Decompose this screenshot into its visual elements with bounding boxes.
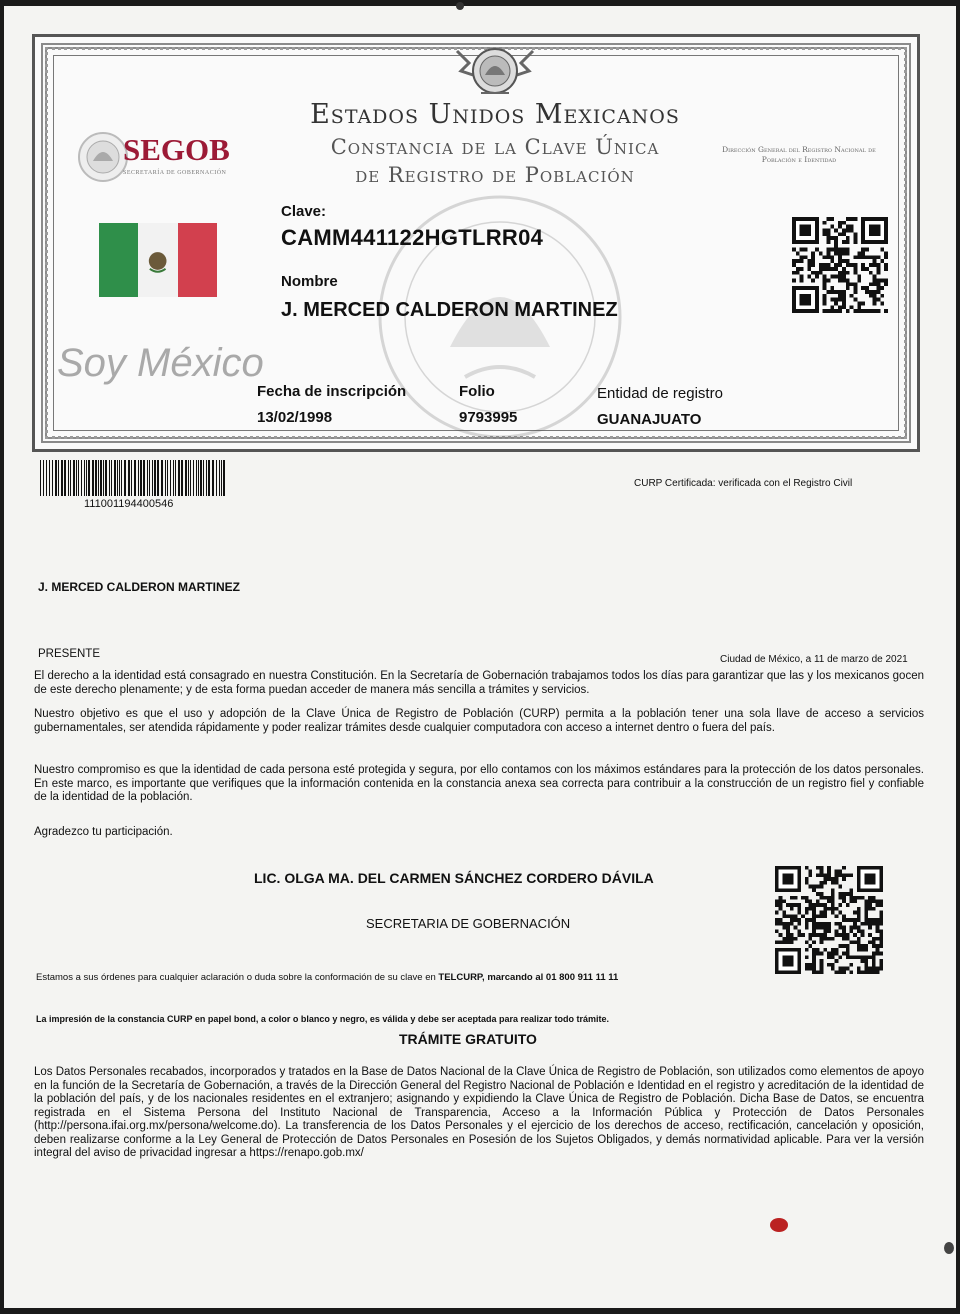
tramite-gratuito: TRÁMITE GRATUITO — [399, 1031, 537, 1047]
fecha-label: Fecha de inscripción — [257, 383, 407, 400]
nombre-label: Nombre — [281, 273, 338, 290]
entidad-value: GUANAJUATO — [597, 411, 702, 428]
document-page — [4, 6, 956, 1308]
contact-phone: TELCURP, marcando al 01 800 911 11 11 — [438, 972, 619, 983]
soy-mexico-slogan: Soy México — [57, 341, 264, 385]
clave-value: CAMM441122HGTLRR04 — [281, 225, 544, 250]
entidad-label: Entidad de registro — [597, 385, 723, 402]
clave-label: Clave: — [281, 203, 327, 220]
qr-code-icon — [792, 217, 888, 313]
paragraph-identity: El derecho a la identidad está consagrado en nuestra Constitución. En la Secretaría de Gobernación trabajamos todos los días para garantizar que las y los mexicanos gocen de este derecho plenamente; y de esta forma puedan acceder de manera más sencilla a trámites y servicios. — [34, 670, 924, 696]
mexican-flag — [99, 223, 217, 297]
qr-code-icon — [775, 866, 883, 974]
presente-label: PRESENTE — [38, 648, 100, 660]
fecha-value: 13/02/1998 — [257, 409, 333, 426]
signer-name: LIC. OLGA MA. DEL CARMEN SÁNCHEZ CORDERO DÁVILA — [254, 870, 654, 886]
privacy-notice: Los Datos Personales recabados, incorporados y tratados en la Base de Datos Nacional de la Clave Única de Registro de Población, son utilizados como elementos de apoyo en la función de la Secretaría de Gobernación, a través de la Dirección General del Registro Nacional de Población e Identidad en el registro y acreditación de la identidad de la población del país, y de los nacionales residentes en el extranjero; asignando y expidiendo la Clave Única de Registro de Población. Dicha Base de Datos, se encuentra registrada en el Sistema Persona del Instituto Nacional de Transparencia, Acceso a la Información Pública y Protección de Datos Personales (http://persona.ifai.org.mx/persona/welcome.do). La transferencia de los Datos Personales y el ejercicio de los derechos de acceso, rectificación, cancelación y oposición, deben realizarse conforme a la Ley General de Protección de Datos Personales en Posesión de los Sujetos Obligados, y demás normatividad aplicable. Para ver la versión integral del aviso de privacidad ingresar a https://renapo.gob.mx/ — [34, 1066, 924, 1159]
nombre-value: J. MERCED CALDERON MARTINEZ — [281, 299, 618, 321]
curp-certified-note: CURP Certificada: verificada con el Registro Civil — [634, 478, 853, 489]
thanks-line: Agradezco tu participación. — [34, 826, 173, 838]
direction-label: Dirección General del Registro Nacional de Población e Identidad — [722, 145, 876, 164]
segob-logo-text: SEGOB — [123, 132, 230, 167]
coat-of-arms-icon — [455, 41, 535, 105]
folio-value: 9793995 — [459, 409, 518, 426]
punch-hole-bottom — [770, 1218, 788, 1232]
segob-subtitle: SECRETARÍA DE GOBERNACIÓN — [123, 170, 227, 176]
paragraph-commitment: Nuestro compromiso es que la identidad de cada persona esté protegida y segura, por ello contamos con los máximos estándares para la protección de los datos personales. En este marco, es importante que verifiques que la información contenida en la constancia anexa sea correcta para contribuir a la construcción de un registro fiel y confiable de la identidad de la población. — [34, 764, 924, 803]
addressee-name: J. MERCED CALDERON MARTINEZ — [38, 580, 241, 594]
contact-prefix: Estamos a sus órdenes para cualquier aclaración o duda sobre la conformación de su clave en — [36, 972, 439, 983]
signer-title: SECRETARIA DE GOBERNACIÓN — [366, 916, 571, 931]
punch-hole-corner — [944, 1242, 954, 1254]
paragraph-objective: Nuestro objetivo es que el uso y adopción de la Clave Única de Registro de Población (CURP) permita a la población tener una sola llave de acceso a servicios gubernamentales, ser atendida rápidamente y poder realizar trámites desde cualquier computadora con acceso a internet dentro o fuera del país. — [34, 708, 924, 734]
contact-line — [36, 972, 618, 983]
title-constancia: Constancia de la Clave Única — [330, 135, 660, 159]
certificate-frame — [32, 34, 920, 452]
flag-emblem-icon — [138, 223, 177, 297]
title-country: Estados Unidos Mexicanos — [310, 99, 680, 130]
impresion-note: La impresión de la constancia CURP en papel bond, a color o blanco y negro, es válida y debe ser aceptada para realizar todo trámite. — [36, 1014, 610, 1024]
punch-hole-top — [456, 2, 464, 10]
place-date: Ciudad de México, a 11 de marzo de 2021 — [720, 654, 908, 665]
barcode-number: 111001194400546 — [84, 498, 174, 510]
barcode-icon — [40, 460, 226, 496]
title-registro: de Registro de Población — [355, 163, 635, 187]
folio-label: Folio — [459, 383, 495, 400]
